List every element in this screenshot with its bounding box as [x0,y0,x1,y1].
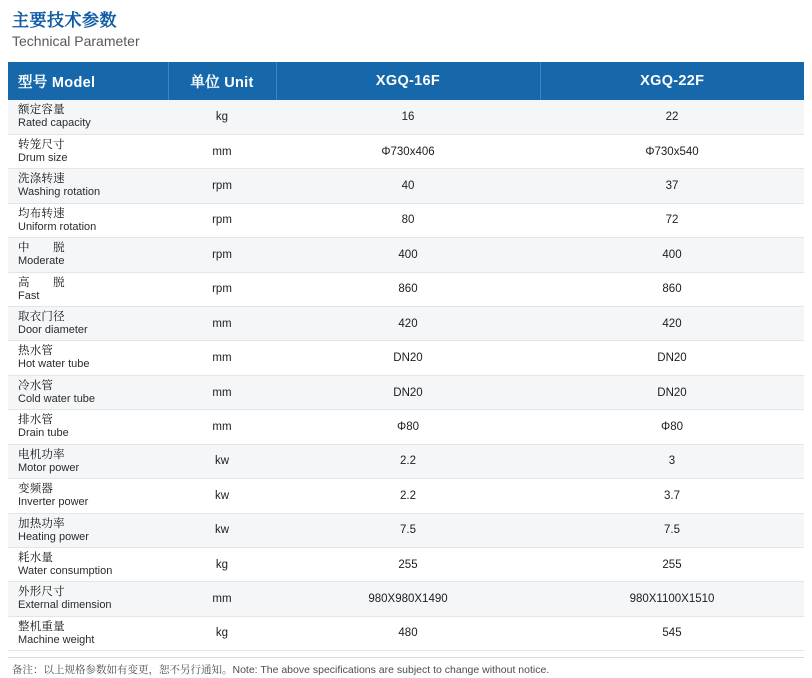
row-value-22f: Φ80 [540,410,804,444]
row-label [8,306,168,340]
row-label-cn: 均布转速 [18,207,65,220]
table-row [8,341,804,375]
row-value-22f: 7.5 [540,513,804,547]
row-unit: kw [168,444,276,478]
row-value-22f: 3 [540,444,804,478]
table-row [8,444,804,478]
row-label-cn: 中 脱 [18,242,65,255]
row-label-en: Machine weight [18,633,95,646]
row-value-16f: 255 [276,547,540,581]
row-value-16f: DN20 [276,375,540,409]
row-value-16f: 2.2 [276,479,540,513]
row-unit: rpm [168,169,276,203]
row-label [8,238,168,272]
row-value-22f: 545 [540,616,804,650]
row-unit: mm [168,410,276,444]
page-title [8,10,804,58]
row-label [8,582,168,616]
row-value-22f: 22 [540,100,804,134]
row-label-cn: 转笼尺寸 [18,138,65,151]
technical-parameter-table [8,62,804,651]
row-label [8,341,168,375]
row-label [8,547,168,581]
row-label [8,444,168,478]
row-value-16f: 2.2 [276,444,540,478]
row-label-cn: 变频器 [18,483,54,496]
table-row [8,272,804,306]
row-value-22f: 400 [540,238,804,272]
row-label-en: Door diameter [18,323,88,336]
row-label-cn: 额定容量 [18,104,65,117]
table-row [8,410,804,444]
row-value-22f: 72 [540,203,804,237]
table-row [8,375,804,409]
row-unit: kg [168,616,276,650]
row-label-en: Uniform rotation [18,220,97,233]
row-unit: kw [168,479,276,513]
row-label-en: Hot water tube [18,358,90,371]
row-value-22f: 255 [540,547,804,581]
row-unit: mm [168,582,276,616]
row-label-cn: 外形尺寸 [18,586,65,599]
table-row [8,513,804,547]
row-value-16f: 16 [276,100,540,134]
row-label-en: Motor power [18,461,80,474]
row-value-16f: 40 [276,169,540,203]
row-value-16f: 860 [276,272,540,306]
row-label [8,479,168,513]
row-value-16f: Φ80 [276,410,540,444]
table-row [8,479,804,513]
column-header-unit: 单位 Unit [168,62,276,100]
row-value-16f: 80 [276,203,540,237]
row-unit: rpm [168,272,276,306]
row-label [8,410,168,444]
row-label-en: Heating power [18,530,89,543]
row-label-cn: 耗水量 [18,551,54,564]
row-label [8,616,168,650]
row-label-en: Moderate [18,255,65,268]
table-body [8,100,804,650]
row-label [8,375,168,409]
row-label [8,272,168,306]
row-label [8,134,168,168]
row-value-16f: 7.5 [276,513,540,547]
row-label-en: External dimension [18,599,112,612]
row-label-cn: 高 脱 [18,276,65,289]
table-row [8,134,804,168]
row-unit: kw [168,513,276,547]
row-label-cn: 热水管 [18,345,54,358]
row-label-en: Drain tube [18,427,69,440]
row-value-22f: Φ730x540 [540,134,804,168]
row-label [8,513,168,547]
row-label-cn: 整机重量 [18,620,65,633]
row-unit: rpm [168,238,276,272]
row-unit: kg [168,100,276,134]
row-label-en: Water consumption [18,564,113,577]
row-value-16f: 420 [276,306,540,340]
row-unit: rpm [168,203,276,237]
row-label [8,169,168,203]
table-row [8,100,804,134]
row-label-en: Inverter power [18,496,89,509]
table-row [8,169,804,203]
row-value-22f: 860 [540,272,804,306]
table-row [8,547,804,581]
table-row [8,582,804,616]
row-label-en: Rated capacity [18,117,91,130]
row-value-16f: 980X980X1490 [276,582,540,616]
row-label-cn: 冷水管 [18,379,54,392]
row-value-22f: 420 [540,306,804,340]
row-value-22f: 3.7 [540,479,804,513]
table-row [8,306,804,340]
column-header-model-16f: XGQ-16F [276,62,540,100]
page-title-en: Technical Parameter [12,33,140,50]
row-label-cn: 加热功率 [18,517,65,530]
row-label-en: Drum size [18,151,68,164]
row-unit: mm [168,306,276,340]
row-value-16f: 480 [276,616,540,650]
column-header-model-22f: XGQ-22F [540,62,804,100]
row-label-cn: 洗涤转速 [18,173,65,186]
table-header-row [8,62,804,100]
page-title-cn: 主要技术参数 [12,11,117,30]
column-header-model: 型号 Model [8,62,168,100]
table-row [8,616,804,650]
row-unit: mm [168,341,276,375]
row-value-16f: 400 [276,238,540,272]
row-label-en: Fast [18,289,40,302]
row-label-cn: 取衣门径 [18,310,65,323]
row-value-22f: DN20 [540,341,804,375]
row-unit: mm [168,134,276,168]
row-label [8,100,168,134]
row-value-22f: 37 [540,169,804,203]
row-label-en: Cold water tube [18,392,96,405]
row-label-cn: 排水管 [18,414,54,427]
row-value-16f: DN20 [276,341,540,375]
row-label-cn: 电机功率 [18,448,65,461]
table-header [8,62,804,100]
table-row [8,238,804,272]
row-label [8,203,168,237]
row-value-22f: 980X1100X1510 [540,582,804,616]
row-value-22f: DN20 [540,375,804,409]
row-unit: kg [168,547,276,581]
footnote: 备注：以上规格参数如有变更，恕不另行通知。Note: The above specifications are subject to change without notice. [8,657,804,678]
table-row [8,203,804,237]
row-value-16f: Φ730x406 [276,134,540,168]
row-unit: mm [168,375,276,409]
row-label-en: Washing rotation [18,186,101,199]
